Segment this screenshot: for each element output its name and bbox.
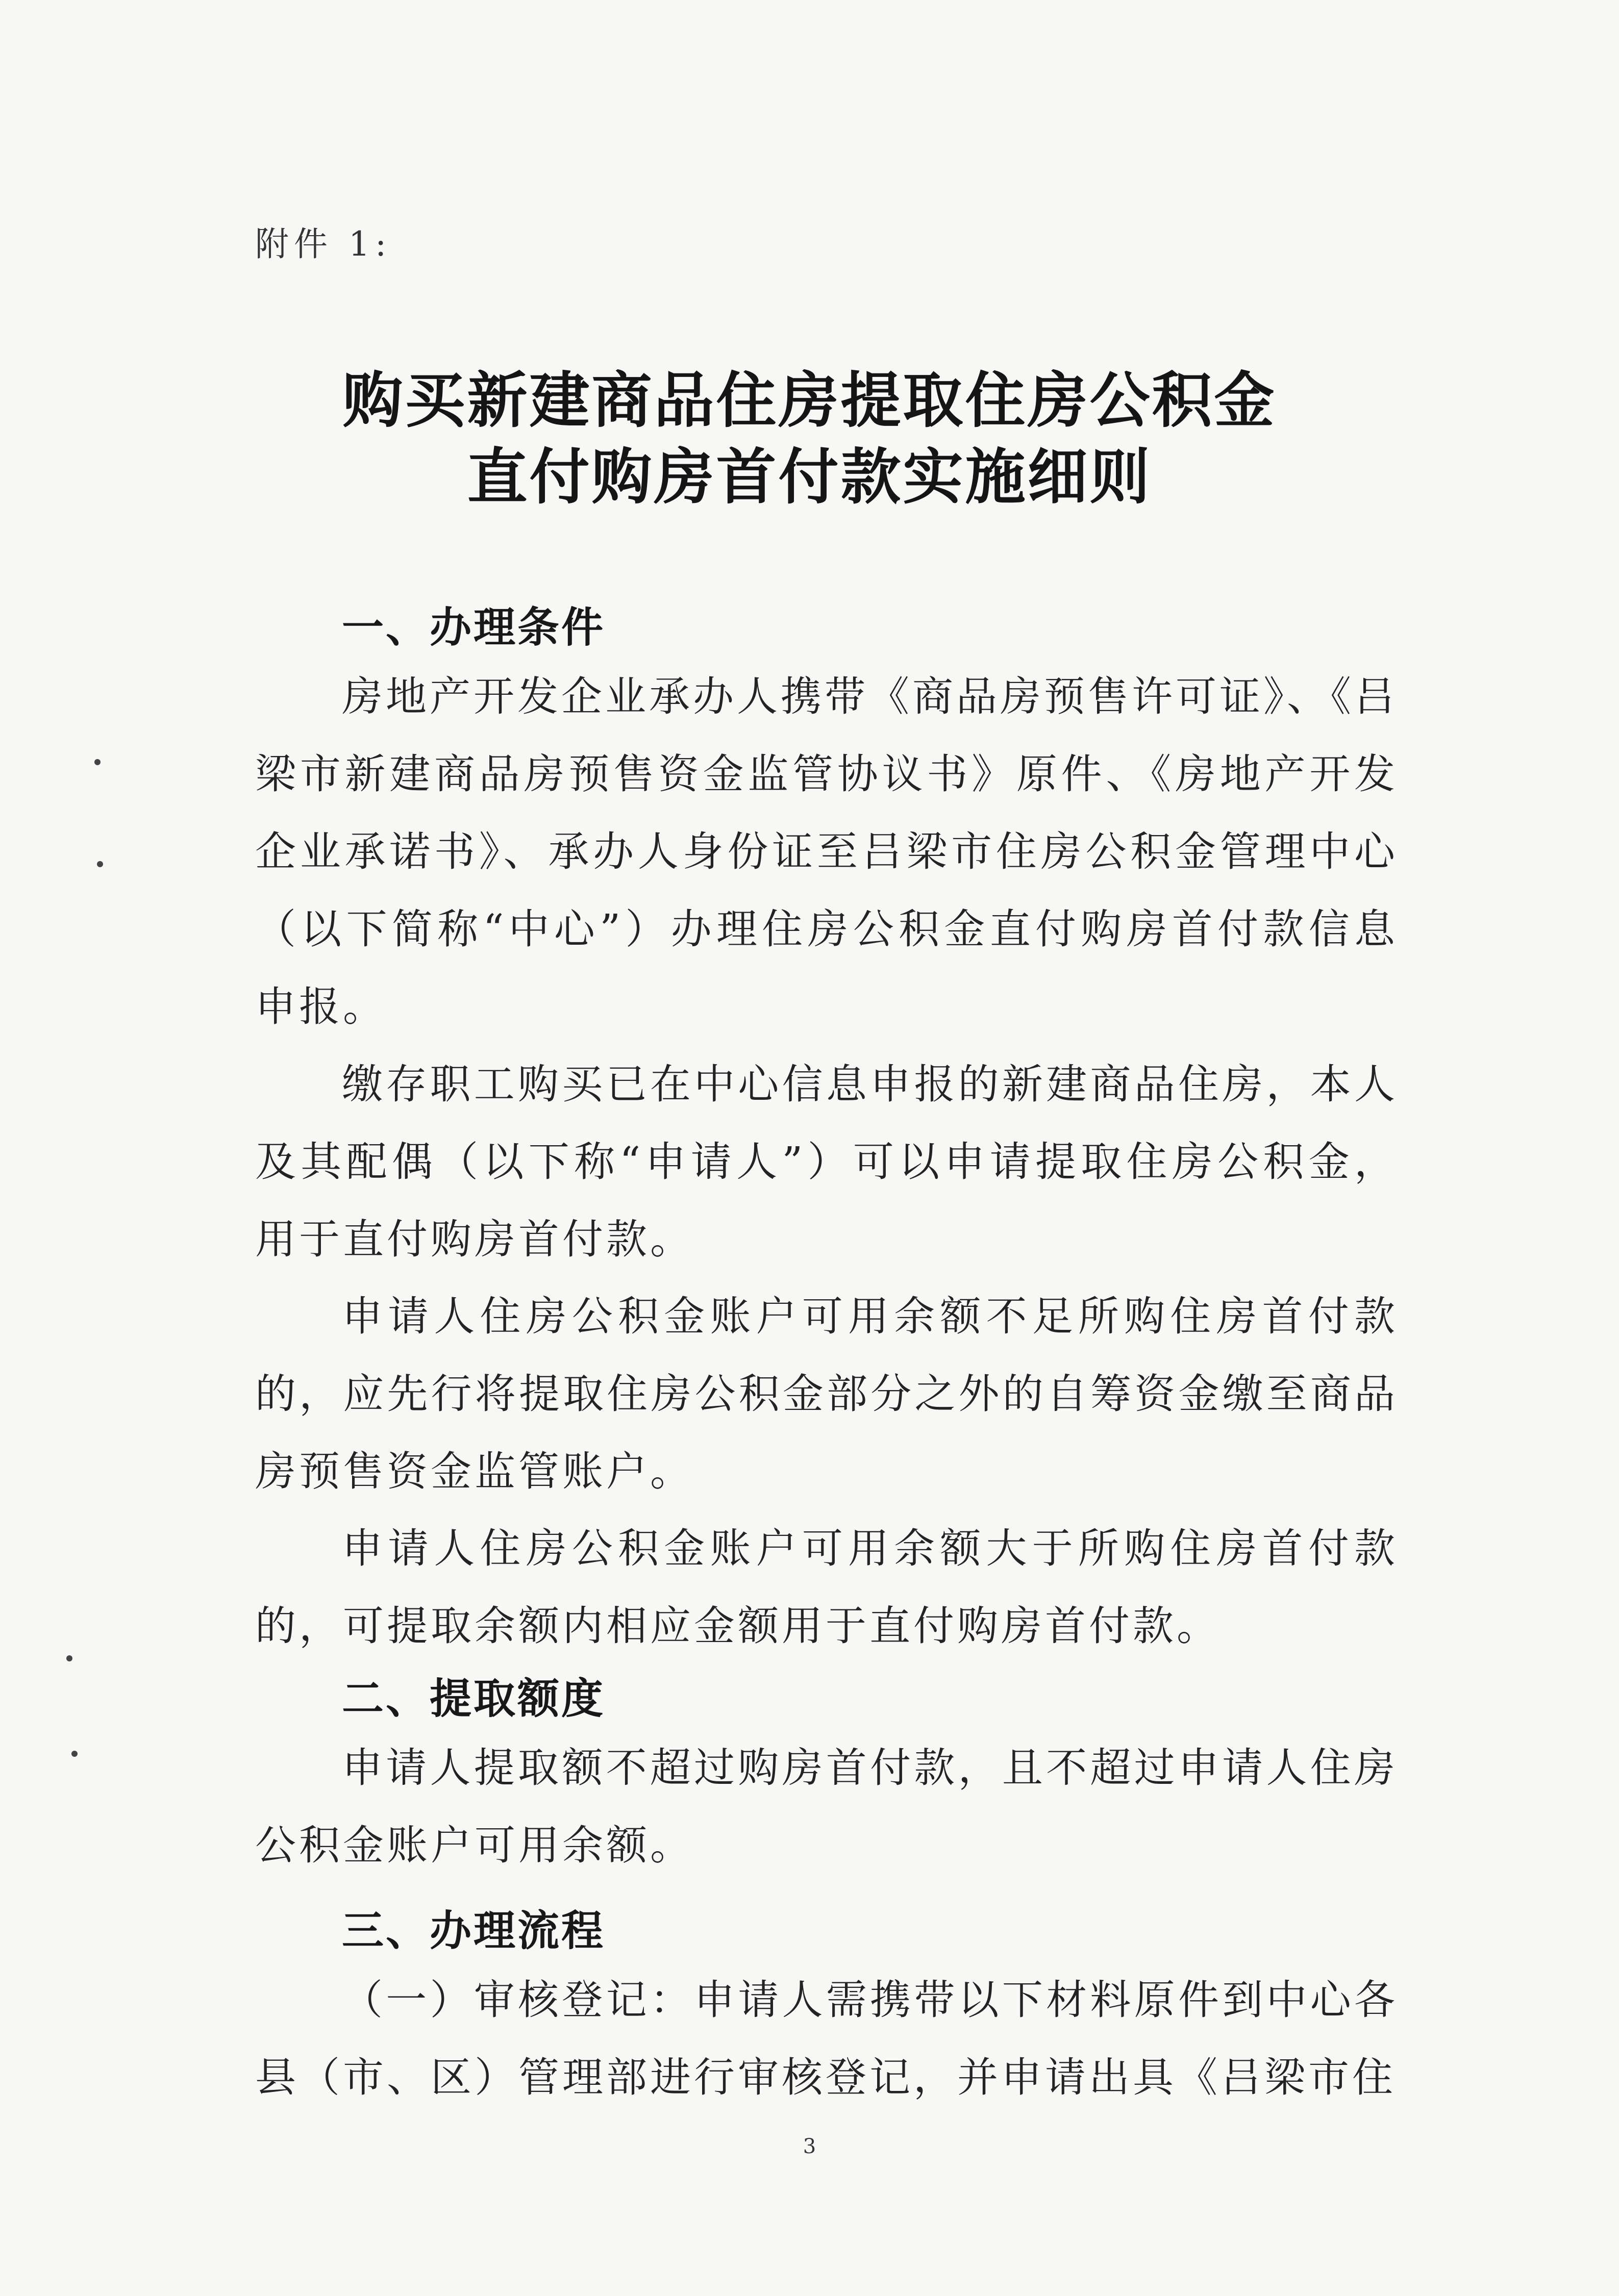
section-2-paragraph-1: 申请人提取额不超过购房首付款，且不超过申请人住房公积金账户可用余额。	[255, 1744, 1398, 1869]
scan-speck	[66, 1655, 72, 1661]
section-1-paragraph-1: 房地产开发企业承办人携带《商品房预售许可证》、《吕梁市新建商品房预售资金监管协议书》原件、《房地产开发企业承诺书》、承办人身份证至吕梁市住房公积金管理中心（以下简称“中心”）办理住房公积金直付购房首付款信息申报。	[255, 673, 1398, 1030]
section-2-heading: 二、提取额度	[342, 1675, 606, 1723]
document-title-line-2: 直付购房首付款实施细则	[467, 441, 1152, 512]
section-3-paragraph-1: （一）审核登记：申请人需携带以下材料原件到中心各县（市、区）管理部进行审核登记，并申请出具《吕梁市住	[255, 1976, 1398, 2101]
section-1-paragraph-3: 申请人住房公积金账户可用余额不足所购住房首付款的，应先行将提取住房公积金部分之外的自筹资金缴至商品房预售资金监管账户。	[255, 1293, 1398, 1495]
scan-speck	[94, 759, 101, 765]
section-1-paragraph-4: 申请人住房公积金账户可用余额大于所购住房首付款的，可提取余额内相应金额用于直付购房首付款。	[255, 1525, 1398, 1650]
page-number: 3	[803, 2135, 816, 2158]
attachment-label: 附件 1:	[255, 224, 392, 264]
section-3-heading: 三、办理流程	[342, 1907, 606, 1955]
document-title-line-1: 购买新建商品住房提取住房公积金	[342, 365, 1277, 436]
section-1-paragraph-2: 缴存职工购买已在中心信息申报的新建商品住房，本人及其配偶（以下称“申请人”）可以申请提取住房公积金，用于直付购房首付款。	[255, 1061, 1398, 1263]
scan-speck	[97, 861, 103, 867]
scan-speck	[71, 1751, 78, 1757]
section-1-heading: 一、办理条件	[342, 603, 606, 652]
